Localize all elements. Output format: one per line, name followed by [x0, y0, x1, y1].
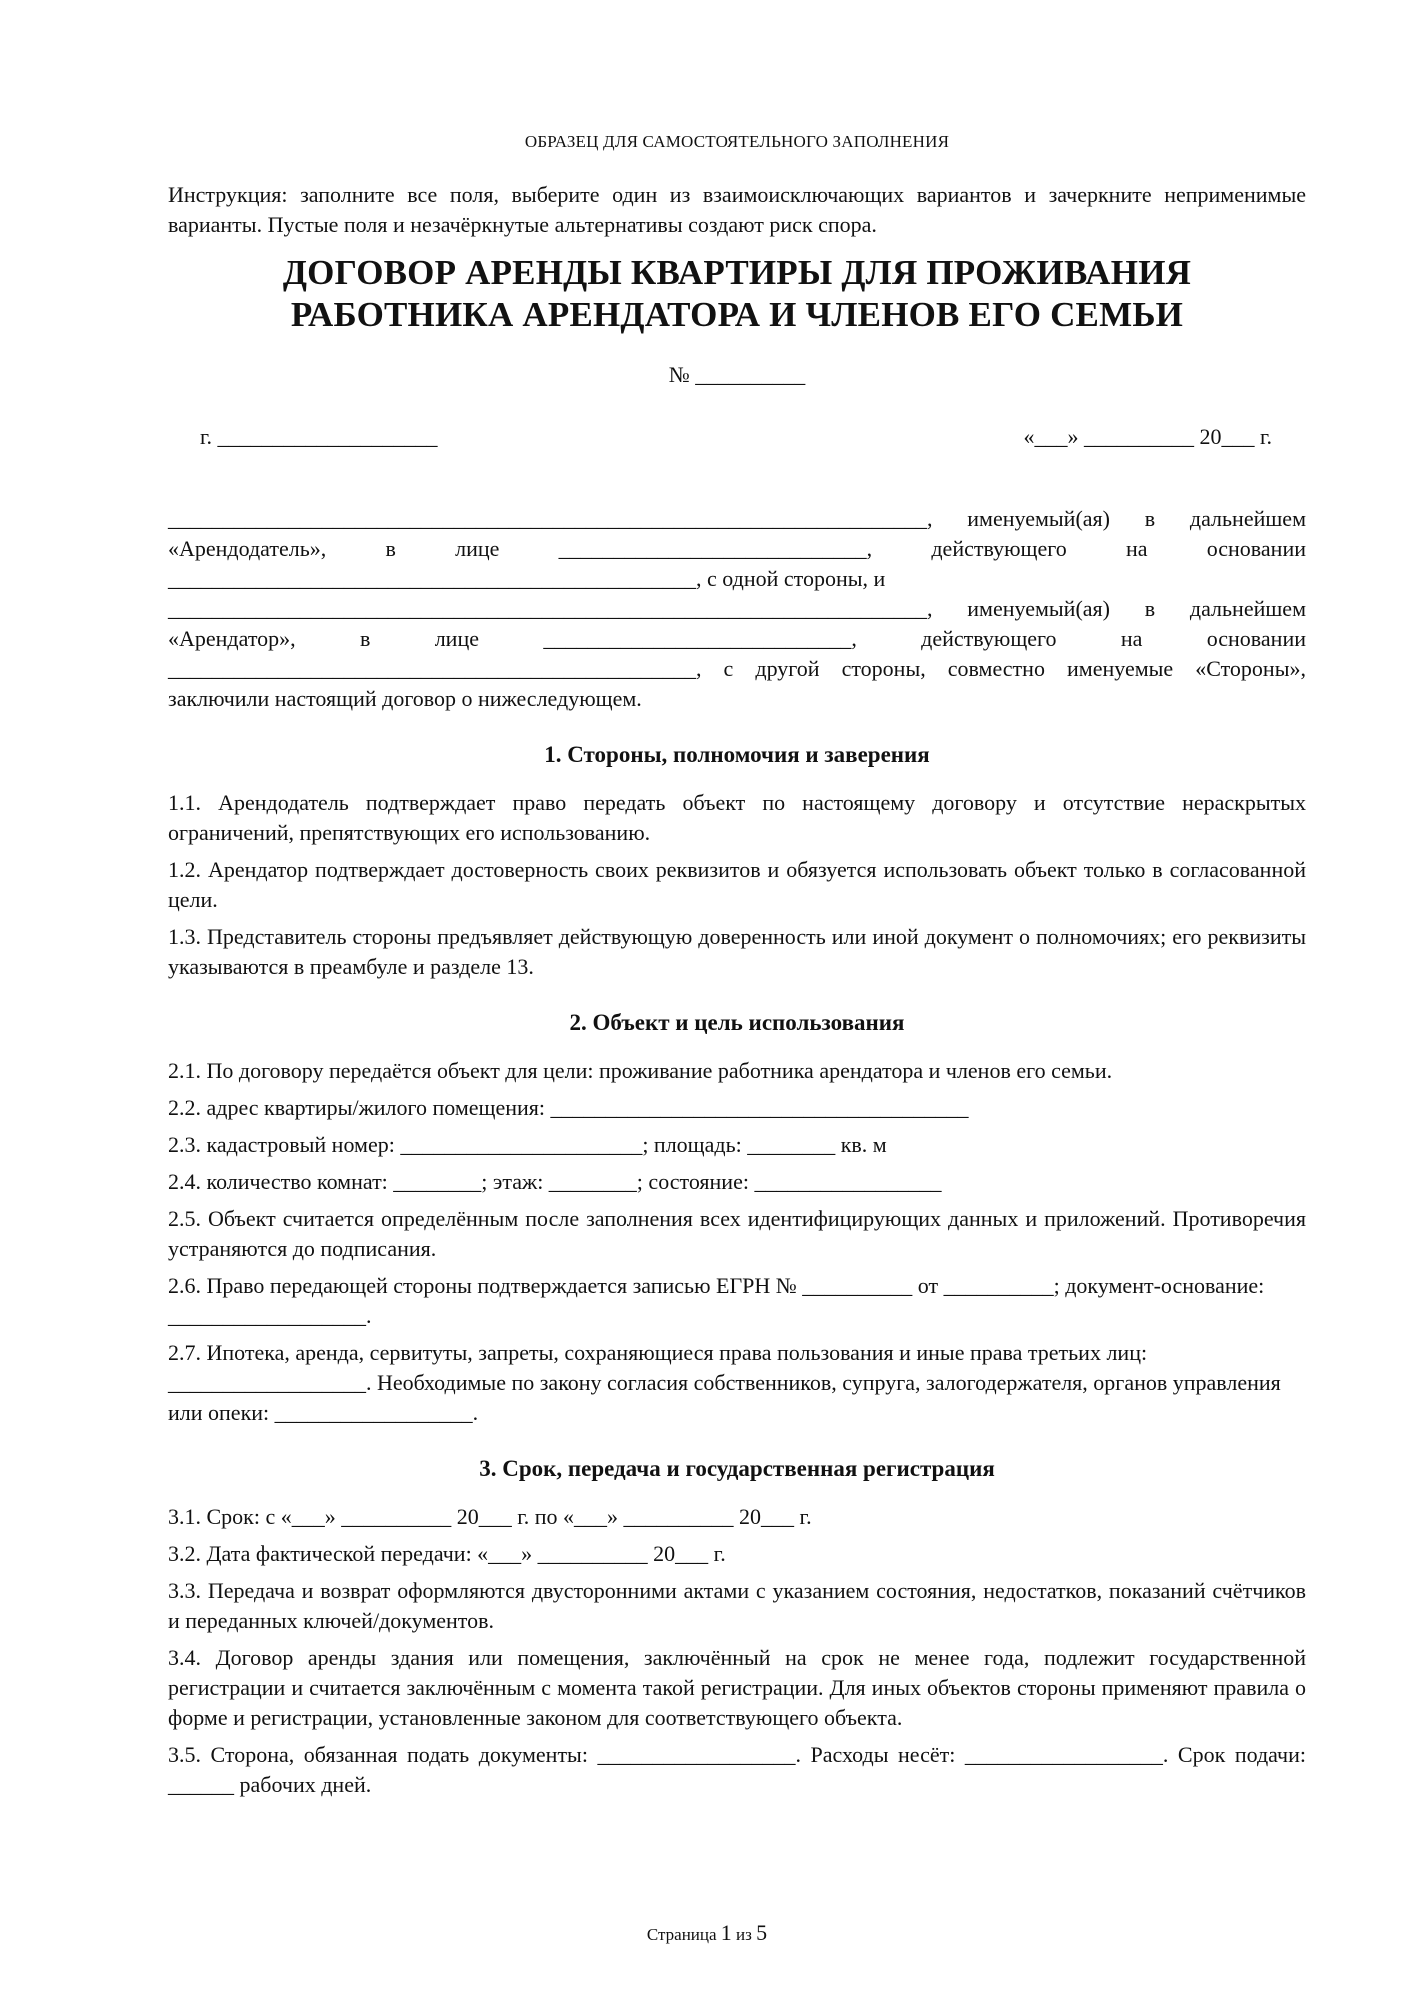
clause-2-6: 2.6. Право передающей стороны подтверждается записью ЕГРН № __________ от __________; документ-основание: __________________. — [168, 1273, 1265, 1328]
clause-1-2: 1.2. Арендатор подтверждает достоверность своих реквизитов и обязуется использовать объект только в согласованной цели. — [168, 857, 1306, 912]
contract-number-field: № __________ — [668, 362, 806, 387]
page-footer — [0, 1920, 1414, 1946]
page-total: 5 — [756, 1920, 768, 1945]
instruction-text: Инструкция: заполните все поля, выберите один из взаимоисключающих вариантов и зачеркните неприменимые варианты. Пустые поля и незачёркнутые альтернативы создают риск спора. — [168, 182, 1306, 237]
city-field: г. ____________________ — [200, 424, 438, 449]
clause-2-2: 2.2. адрес квартиры/жилого помещения: ______________________________________ — [168, 1095, 969, 1120]
sample-note: ОБРАЗЕЦ ДЛЯ САМОСТОЯТЕЛЬНОГО ЗАПОЛНЕНИЯ — [524, 132, 950, 151]
preamble — [168, 504, 1306, 714]
title-line-2: РАБОТНИКА АРЕНДАТОРА И ЧЛЕНОВ ЕГО СЕМЬИ — [290, 295, 1184, 334]
section-2 — [168, 1008, 1306, 1428]
clause-3-5: 3.5. Сторона, обязанная подать документы: __________________. Расходы несёт: __________________. Срок подачи: ______ рабочих дней. — [168, 1742, 1306, 1797]
section-3 — [168, 1454, 1306, 1800]
clause-2-1: 2.1. По договору передаётся объект для цели: проживание работника арендатора и членов его семьи. — [168, 1058, 1113, 1083]
clause-3-2: 3.2. Дата фактической передачи: «___» __________ 20___ г. — [168, 1541, 726, 1566]
clause-2-4: 2.4. количество комнат: ________; этаж: ________; состояние: _________________ — [168, 1169, 942, 1194]
clause-1-3: 1.3. Представитель стороны предъявляет действующую доверенность или иной документ о полномочиях; его реквизиты указываются в преамбуле и разделе 13. — [168, 924, 1306, 979]
clause-3-1: 3.1. Срок: с «___» __________ 20___ г. по «___» __________ 20___ г. — [168, 1504, 812, 1529]
clause-3-3: 3.3. Передача и возврат оформляются двусторонними актами с указанием состояния, недостатков, показаний счётчиков и переданных ключей/документов. — [168, 1578, 1306, 1633]
clause-1-1: 1.1. Арендодатель подтверждает право передать объект по настоящему договору и отсутствие нераскрытых ограничений, препятствующих его использованию. — [168, 790, 1306, 845]
document-title — [168, 252, 1306, 336]
section-heading: 2. Объект и цель использования — [569, 1010, 905, 1035]
document-page — [168, 132, 1306, 1807]
date-field: «___» __________ 20___ г. — [1023, 424, 1272, 449]
section-heading: 3. Срок, передача и государственная регистрация — [479, 1456, 995, 1481]
preamble-landlord: _____________________________________________________________________, именуемый(ая) в дальнейшем «Арендодатель», в лице ____________________________, действующего на основании ________________________________________________, с одной стороны, и — [168, 506, 1306, 591]
clause-2-5: 2.5. Объект считается определённым после заполнения всех идентифицирующих данных и приложений. Противоречия устраняются до подписания. — [168, 1206, 1306, 1261]
city-date-row — [168, 424, 1306, 454]
section-heading: 1. Стороны, полномочия и заверения — [544, 742, 930, 767]
title-line-1: ДОГОВОР АРЕНДЫ КВАРТИРЫ ДЛЯ ПРОЖИВАНИЯ — [282, 253, 1192, 292]
preamble-tenant: _____________________________________________________________________, именуемый(ая) в дальнейшем «Арендатор», в лице ____________________________, действующего на основании ________________________________________________, с другой стороны, совместно именуемые «Стороны», заключили настоящий договор о нижеследующем. — [168, 596, 1306, 711]
page-word: Страница — [646, 1925, 717, 1944]
clause-3-4: 3.4. Договор аренды здания или помещения, заключённый на срок не менее года, подлежит государственной регистрации и считается заключённым с момента такой регистрации. Для иных объектов стороны применяют правила о форме и регистрации, установленные законом для соответствующего объекта. — [168, 1645, 1306, 1730]
page-current: 1 — [720, 1920, 732, 1945]
clause-2-7: 2.7. Ипотека, аренда, сервитуты, запреты, сохраняющиеся права пользования и иные права третьих лиц: __________________. Необходимые по закону согласия собственников, супруга, залогодержателя, органов управления или опеки: __________________. — [168, 1340, 1281, 1425]
section-1 — [168, 740, 1306, 982]
clause-2-3: 2.3. кадастровый номер: ______________________; площадь: ________ кв. м — [168, 1132, 887, 1157]
of-word: из — [736, 1925, 752, 1944]
